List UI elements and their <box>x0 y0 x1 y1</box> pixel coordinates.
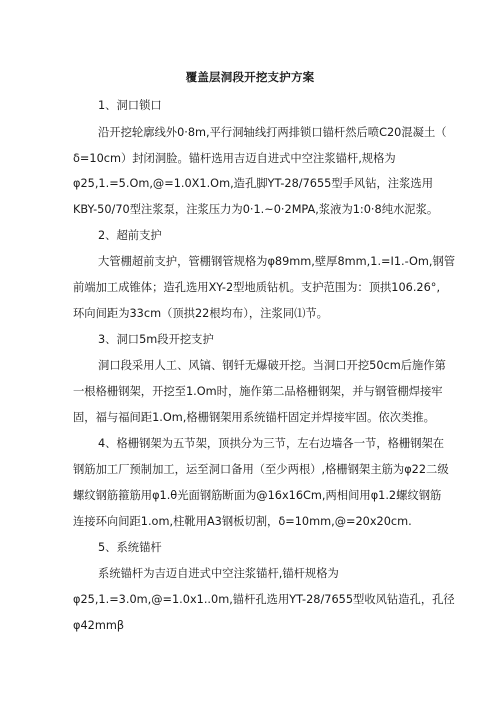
paragraph-line: 一根格栅钢架，开挖至1.Om时，施作第二品格栅钢架，并与钢管棚焊接牢 <box>73 385 443 398</box>
paragraph-line: 洞口段采用人工、风镐、钢钎无爆破开挖。当洞口开挖50cm后施作第 <box>98 359 446 372</box>
paragraph-line: 环向间距为33cm（顶拱22根均布），注浆同⑴节。 <box>73 307 328 320</box>
paragraph-line: KBY-50/70型注浆泵，注浆压力为0·1.~0·2MPA,浆液为1:0·8纯水泥浆。 <box>73 203 439 216</box>
paragraph-line: φ25,1.=5.Om,@=1.0X1.Om,造孔脚YT-28/7655型手风钻，注浆选用 <box>73 177 433 190</box>
paragraph-line: 前端加工成锥体；造孔选用XY-2型地质钻机。支护范围为：顶拱106.26°, <box>73 281 441 294</box>
section-heading-4: 4、格栅钢架为五节架，顶拱分为三节，左右边墙各一节，格栅钢架在 <box>98 437 445 450</box>
document-title: 覆盖层洞段开挖支护方案 <box>185 70 315 84</box>
section-heading-3: 3、洞口5m段开挖支护 <box>98 333 214 346</box>
paragraph-line: φ42mmβ <box>73 619 125 632</box>
paragraph-line: δ=10cm）封闭洞脸。锚杆选用吉迈自进式中空注浆锚杆,规格为 <box>73 152 396 165</box>
section-heading-1: 1、洞口锁口 <box>98 99 162 112</box>
paragraph-line: 钢筋加工厂预制加工，运至洞口备用（至少两根）,格栅钢架主筋为φ22二级 <box>73 463 449 476</box>
paragraph-line: 固，福与福间距1.Om,格栅钢架用系统锚杆固定并焊接牢固。依次类推。 <box>73 411 435 424</box>
paragraph-line: 连接环向间距1.om,柱靴用A3钢板切割，δ=10mm,@=20x20cm. <box>73 515 412 528</box>
section-heading-5: 5、系统锚杆 <box>98 541 162 554</box>
paragraph-line: 系统锚杆为吉迈自进式中空注浆锚杆,锚杆规格为 <box>98 567 339 580</box>
section-heading-2: 2、超前支护 <box>98 229 162 242</box>
paragraph-line: 螺纹钢筋箍筋用φ1.θ光面钢筋断面为@16x16Cm,两相间用φ1.2螺纹钢筋 <box>73 489 442 502</box>
paragraph-line: 大管棚超前支护，管棚钢管规格为φ89mm,壁厚8mm,1.=I1.-Om,钢管 <box>98 255 456 268</box>
paragraph-line: φ25,1.=3.0m,@=1.0x1..0m,锚杆孔选用YT-28/7655型收风钻造孔，孔径 <box>73 593 455 606</box>
paragraph-line: 沿开挖轮廓线外0·8m,平行洞轴线打两排锁口锚杆然后喷C20混凝土（ <box>98 126 447 139</box>
